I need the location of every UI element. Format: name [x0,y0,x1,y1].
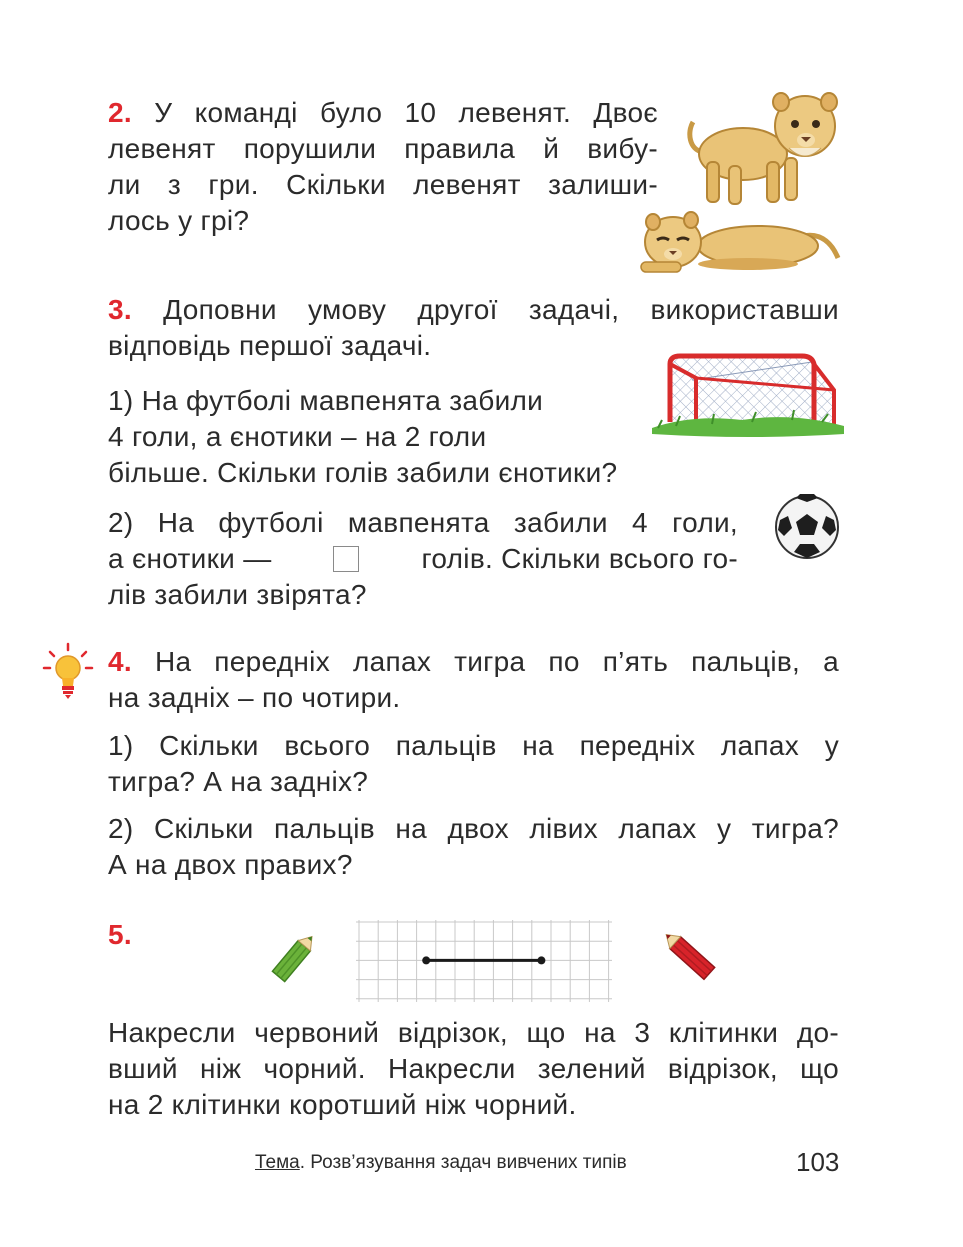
red-pencil-icon [654,920,726,992]
task-4-q2-line-2: А на двох правих? [108,849,353,880]
soccer-ball-icon [774,494,840,560]
task-3-part-1-line-1: 1) На футболі мавпенята забили [108,385,544,416]
footer-topic-label: Тема [255,1152,300,1173]
task-3-part-2-line-3: лів забили звірята? [108,579,367,610]
football-goal-icon [652,350,844,440]
task-5-line-3: на 2 клітинки коротший ніж чорний. [108,1089,577,1120]
task-4-q1-line-1: 1) Скільки всього пальців на передніх лапах у [108,730,839,761]
task-2 [108,95,658,239]
task-4-number: 4. [108,646,132,677]
task-2-number: 2. [108,97,132,128]
task-2-line-4: лось у грі? [108,205,250,236]
task-3-part-1-line-2: 4 голи, а єнотики – на 2 голи [108,421,487,452]
page-number: 103 [796,1147,840,1177]
segment-end-point [537,956,545,964]
lightbulb-icon [42,642,94,702]
task-3-part-2 [108,505,738,613]
segment-start-point [422,956,430,964]
task-3-number: 3. [108,294,132,325]
task-4-line-2: на задніх – по чотири. [108,682,401,713]
task-3-part-1-line-3: більше. Скільки голів забили єнотики? [108,457,618,488]
task-5-line-1: Накресли червоний відрізок, що на 3 клітинки до- [108,1017,839,1048]
lion-cub-lying-icon [633,206,843,276]
footer-topic-text: . Розв’язування задач вивчених типів [299,1152,627,1173]
task-2-line-1: 2. У команді було 10 левенят. Двоє [108,97,658,128]
answer-box[interactable] [333,546,359,572]
task-4-q2-line-1: 2) Скільки пальців на двох лівих лапах у тигра? [108,813,839,844]
task-4-question-2 [108,811,839,883]
task-4-line-1: 4. На передніх лапах тигра по п’ять пальців, а [108,646,839,677]
task-5-line-2: вший ніж чорний. Накресли зелений відрізок, що [108,1053,839,1084]
task-2-line-2: левенят порушили правила й вибу- [108,133,658,164]
segment-grid [356,920,612,1002]
task-2-line-3: ли з гри. Скільки левенят залиши- [108,169,658,200]
task-3-part-2-line-1: 2) На футболі мавпенята забили 4 голи, [108,507,738,538]
task-4-intro [108,644,839,716]
task-4-question-1 [108,728,839,800]
task-3-part-2-line-2: а єнотики — голів. Скільки всього го- [108,543,738,574]
green-pencil-icon [262,926,326,990]
task-3-line-1: 3. Доповни умову другої задачі, використавши [108,294,839,325]
task-5-text [108,1015,839,1123]
task-3-part-1 [108,383,708,491]
lion-cub-standing-icon [685,92,845,214]
task-5-number: 5. [108,919,132,950]
footer-topic [255,1152,627,1174]
task-4-q1-line-2: тигра? А на задніх? [108,766,369,797]
task-3-line-2: відповідь першої задачі. [108,330,432,361]
